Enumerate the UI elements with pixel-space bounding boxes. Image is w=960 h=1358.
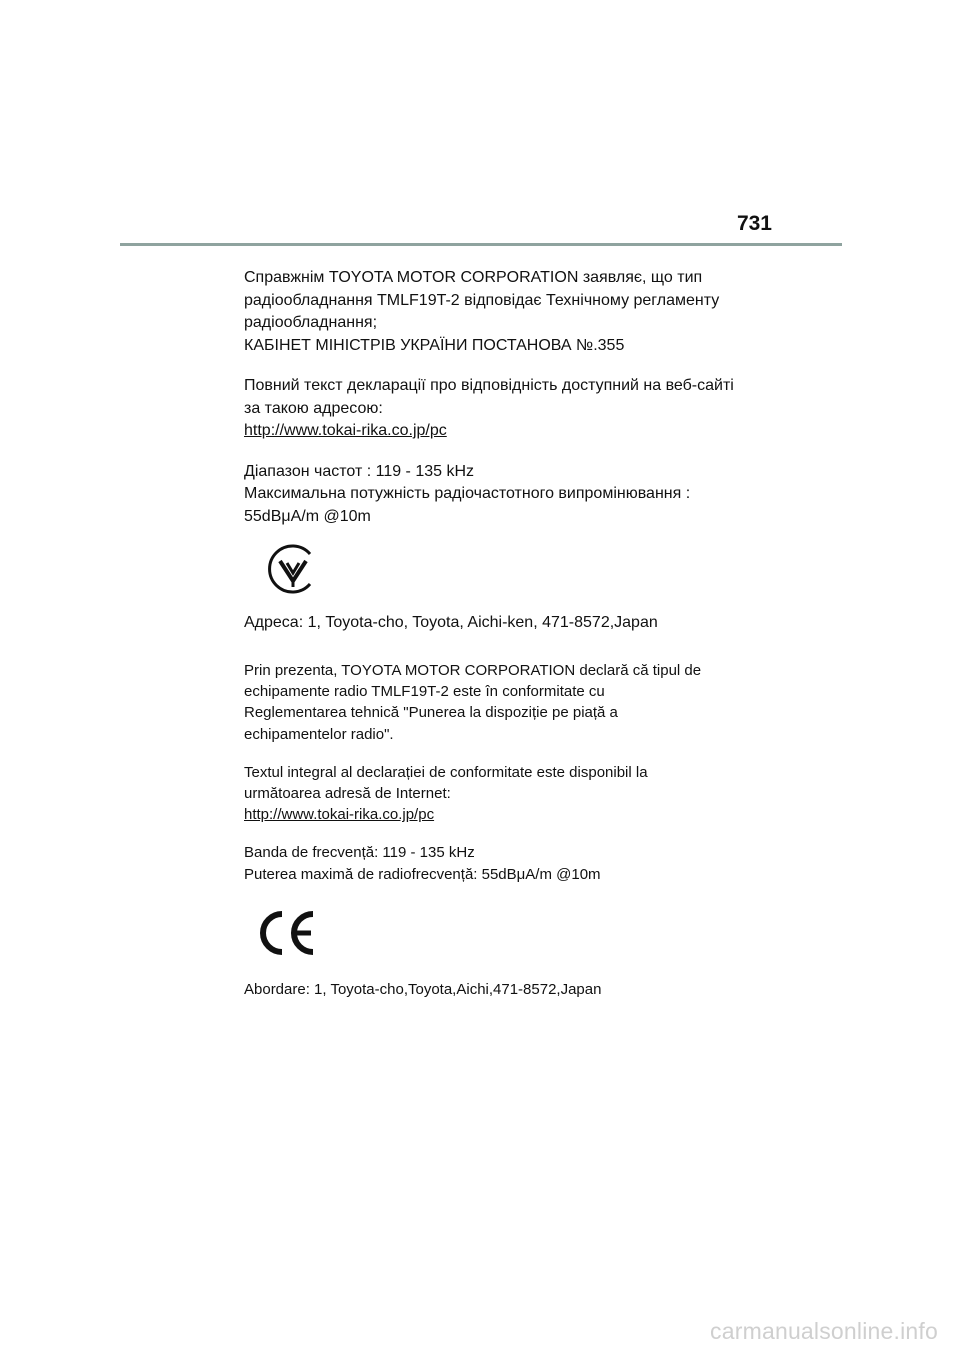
declaration-url-link[interactable]: http://www.tokai-rika.co.jp/pc [244,806,435,824]
ukrainian-address [244,612,658,635]
text-line: Textul integral al declarației de conformitate este disponibil la [244,763,648,781]
text-line: echipamentelor radio". [244,725,394,743]
text-line: Reglementarea tehnică "Punerea la dispoziție pe piață a [244,704,618,722]
frequency-band: Banda de frecvență: 119 - 135 kHz [244,844,475,862]
text-line: Справжнім TOYOTA MOTOR CORPORATION заявляє, що тип [244,269,703,286]
ukrainian-declaration [244,267,734,528]
text-line: радіообладнання TMLF19T-2 відповідає Технічному регламенту [244,291,720,309]
text-line: echipamente radio TMLF19T-2 este în conformitate cu [244,683,605,701]
declaration-url-link[interactable]: http://www.tokai-rika.co.jp/pc [244,422,447,439]
text-line: următoarea adresă de Internet: [244,785,451,803]
max-power-value: 55dBμA/m @10m [244,507,371,525]
romanian-declaration [244,660,701,885]
max-power: Максимальна потужність радіочастотного випромінювання : [244,485,691,502]
romanian-address [244,979,601,1000]
address-text: Abordare: 1, Toyota-cho,Toyota,Aichi,471-8572,Japan [244,981,602,998]
text-line: Prin prezenta, TOYOTA MOTOR CORPORATION declară că tipul de [244,662,702,679]
page-number: 731 [736,212,772,235]
address-text: Адреса: 1, Toyota-cho, Toyota, Aichi-ken, 471-8572,Japan [244,614,658,631]
text-line: КАБІНЕТ МІНІСТРІВ УКРАЇНИ ПОСТАНОВА №.355 [244,336,625,354]
watermark: carmanualsonline.info [710,1318,938,1344]
text-line: за такою адресою: [244,399,383,417]
frequency-range: Діапазон частот : 119 - 135 kHz [244,462,475,480]
ukraine-conformity-mark-icon [266,542,320,601]
header-rule [120,243,842,246]
text-line: Повний текст декларації про відповідність доступний на веб-сайті [244,377,734,394]
ce-mark-icon [254,910,320,961]
text-line: радіообладнання; [244,314,378,331]
max-power: Puterea maximă de radiofrecvență: 55dBμA/m @10m [244,865,601,883]
